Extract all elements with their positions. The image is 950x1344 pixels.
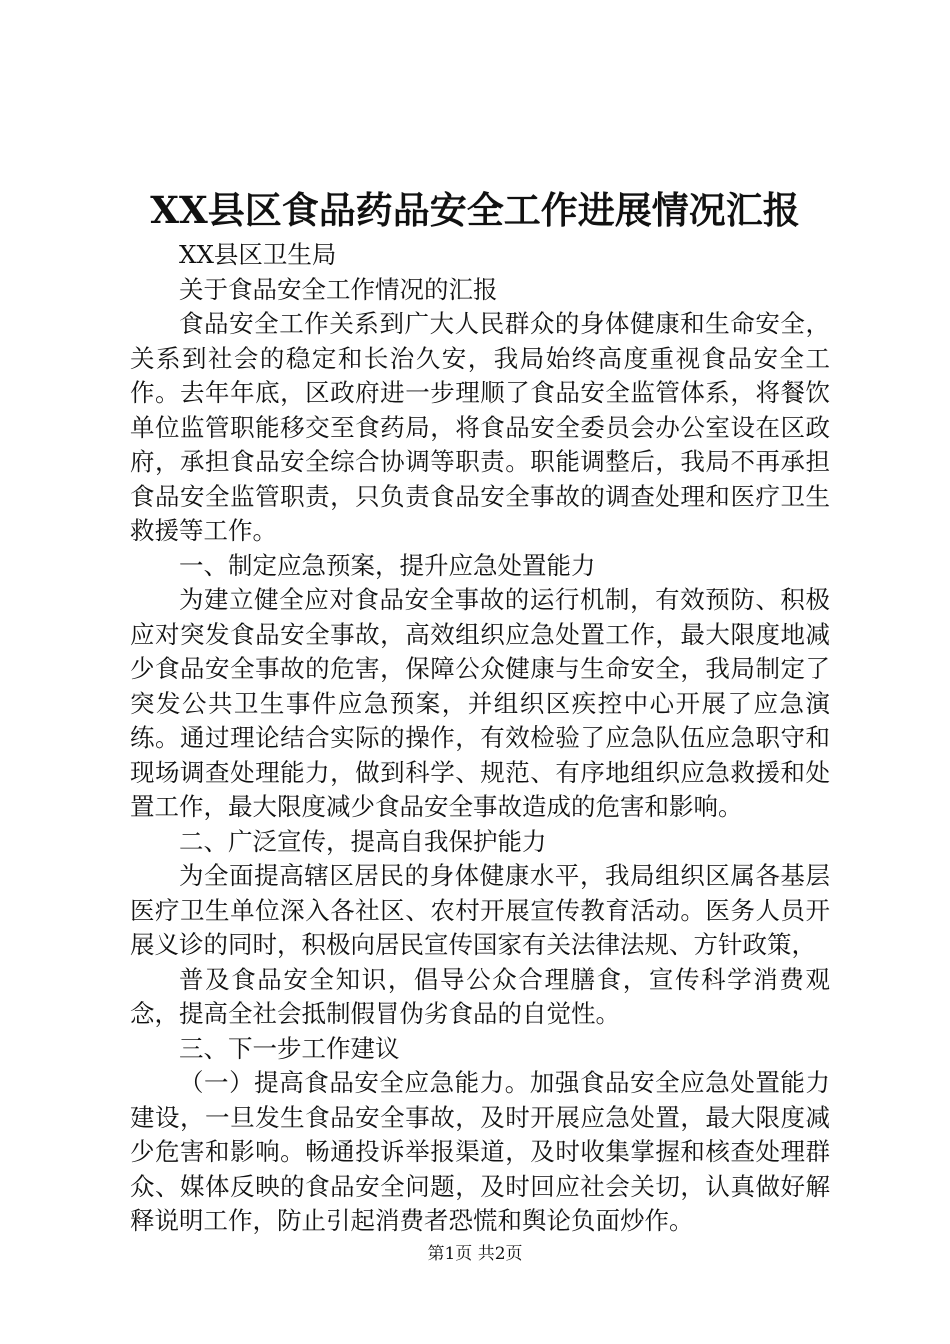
section-heading-1: 一、制定应急预案，提升应急处置能力 [179, 550, 596, 580]
intro-paragraph: 食品安全工作关系到广大人民群众的身体健康和生命安全，关系到社会的稳定和长治久安，我局始终高度重视食品安全工作。去年年底，区政府进一步理顺了食品安全监管体系，将餐饮单位监管职能移交至食药局，将食品安全委员会办公室设在区政府，承担食品安全综合协调等职责。职能调整后，我局不再承担食品安全监管职责，只负责食品安全事故的调查处理和医疗卫生救援等工作。 [130, 309, 830, 545]
report-subtitle: 关于食品安全工作情况的汇报 [179, 274, 498, 304]
section-3-paragraph-1: （一）提高食品安全应急能力。加强食品安全应急处置能力建设，一旦发生食品安全事故，及时开展应急处置，最大限度减少危害和影响。畅通投诉举报渠道，及时收集掌握和核查处理群众、媒体反映的食品安全问题，及时回应社会关切，认真做好解释说明工作，防止引起消费者恐慌和舆论负面炒作。 [130, 1068, 830, 1235]
section-heading-3: 三、下一步工作建议 [179, 1033, 400, 1063]
page-number-footer: 第1页 共2页 [427, 1244, 523, 1264]
document-title: XX县区食品药品安全工作进展情况汇报 [150, 188, 800, 232]
section-heading-2: 二、广泛宣传，提高自我保护能力 [179, 826, 547, 856]
section-2-paragraph-1: 为全面提高辖区居民的身体健康水平，我局组织区属各基层医疗卫生单位深入各社区、农村开展宣传教育活动。医务人员开展义诊的同时，积极向居民宣传国家有关法律法规、方针政策， [130, 861, 830, 959]
section-1-paragraph: 为建立健全应对食品安全事故的运行机制，有效预防、积极应对突发食品安全事故，高效组织应急处置工作，最大限度地减少食品安全事故的危害，保障公众健康与生命安全，我局制定了突发公共卫生事件应急预案，并组织区疾控中心开展了应急演练。通过理论结合实际的操作，有效检验了应急队伍应急职守和现场调查处理能力，做到科学、规范、有序地组织应急救援和处置工作，最大限度减少食品安全事故造成的危害和影响。 [130, 585, 830, 821]
document-body [130, 238, 830, 1239]
section-2-paragraph-2: 普及食品安全知识，倡导公众合理膳食，宣传科学消费观念，提高全社会抵制假冒伪劣食品的自觉性。 [130, 964, 830, 1028]
author-line: XX县区卫生局 [179, 240, 337, 269]
